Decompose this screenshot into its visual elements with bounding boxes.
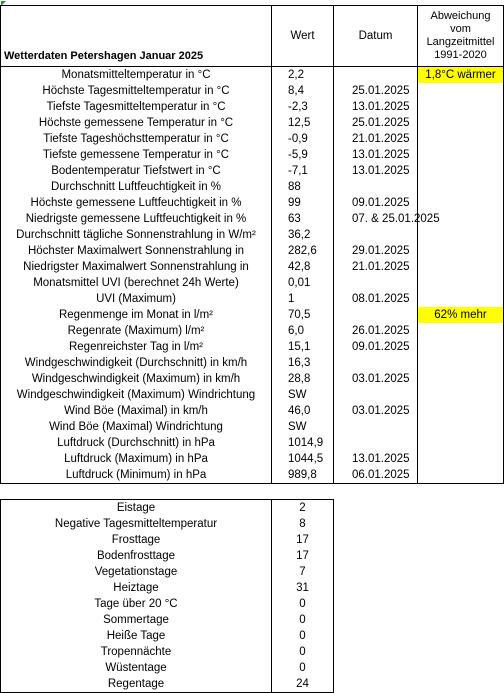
deviation-header-line: vom — [450, 23, 471, 35]
row-date — [334, 355, 418, 371]
table-row — [1, 179, 504, 195]
row-label: Höchste gemessene Luftfeuchtigkeit in % — [1, 195, 272, 211]
row-date: 03.01.2025 — [334, 403, 418, 419]
table-row — [1, 403, 504, 419]
row-label: Regenrate (Maximum) l/m² — [1, 323, 272, 339]
summary-label: Eistage — [1, 500, 272, 517]
row-deviation: 1,8°C wärmer — [418, 67, 504, 84]
summary-empty-cell — [334, 580, 504, 596]
row-date — [334, 419, 418, 435]
row-label: Windgeschwindigkeit (Maximum) in km/h — [1, 371, 272, 387]
row-date — [334, 307, 418, 323]
row-label: Regenmenge im Monat in l/m² — [1, 307, 272, 323]
row-value: 42,8 — [272, 259, 334, 275]
row-date: 25.01.2025 — [334, 115, 418, 131]
table-row — [1, 307, 504, 323]
row-date: 26.01.2025 — [334, 323, 418, 339]
deviation-header-line: 1991-2020 — [434, 49, 487, 61]
day-count-table — [0, 499, 504, 693]
table-row — [1, 323, 504, 339]
row-label: Luftdruck (Maximum) in hPa — [1, 451, 272, 467]
table-row — [1, 371, 504, 387]
row-date — [334, 435, 418, 451]
summary-label: Tage über 20 °C — [1, 596, 272, 612]
summary-value: 0 — [272, 628, 334, 644]
row-deviation — [418, 131, 504, 147]
row-value: SW — [272, 419, 334, 435]
summary-empty-cell — [334, 500, 504, 517]
row-label: Höchste Tagesmitteltemperatur in °C — [1, 83, 272, 99]
table-row — [1, 275, 504, 291]
row-value: 63 — [272, 211, 334, 227]
row-value: -5,9 — [272, 147, 334, 163]
summary-empty-cell — [334, 532, 504, 548]
row-label: Monatsmitteltemperatur in °C — [1, 67, 272, 84]
row-value: -2,3 — [272, 99, 334, 115]
summary-empty-cell — [334, 564, 504, 580]
summary-row — [1, 516, 504, 532]
table-row — [1, 115, 504, 131]
row-date: 09.01.2025 — [334, 195, 418, 211]
table-row — [1, 339, 504, 355]
summary-empty-cell — [334, 676, 504, 693]
row-deviation — [418, 259, 504, 275]
row-deviation — [418, 403, 504, 419]
summary-value: 24 — [272, 676, 334, 693]
row-value: 36,2 — [272, 227, 334, 243]
summary-empty-cell — [334, 596, 504, 612]
row-value: 16,3 — [272, 355, 334, 371]
table-row — [1, 67, 504, 84]
summary-empty-cell — [334, 660, 504, 676]
row-label: Luftdruck (Minimum) in hPa — [1, 467, 272, 484]
row-label: Niedrigster Maximalwert Sonnenstrahlung in — [1, 259, 272, 275]
summary-empty-cell — [334, 644, 504, 660]
table-row — [1, 147, 504, 163]
summary-row — [1, 548, 504, 564]
row-date: 25.01.2025 — [334, 83, 418, 99]
row-label: Höchste gemessene Temperatur in °C — [1, 115, 272, 131]
table-row — [1, 195, 504, 211]
row-value: 15,1 — [272, 339, 334, 355]
row-label: Regenreichster Tag in l/m² — [1, 339, 272, 355]
row-value: SW — [272, 387, 334, 403]
table-row — [1, 99, 504, 115]
row-deviation — [418, 99, 504, 115]
row-value: 989,8 — [272, 467, 334, 484]
summary-row — [1, 676, 504, 693]
row-label: Niedrigste gemessene Luftfeuchtigkeit in % — [1, 211, 272, 227]
row-deviation — [418, 451, 504, 467]
summary-value: 31 — [272, 580, 334, 596]
row-label: Bodentemperatur Tiefstwert in °C — [1, 163, 272, 179]
deviation-header-line: Abweichung — [430, 10, 491, 22]
row-value: 88 — [272, 179, 334, 195]
table-row — [1, 435, 504, 451]
row-deviation — [418, 371, 504, 387]
summary-value: 7 — [272, 564, 334, 580]
deviation-header-line: Langzeitmittel — [426, 36, 495, 48]
summary-label: Heiztage — [1, 580, 272, 596]
table-row — [1, 451, 504, 467]
column-header-date: Datum — [334, 6, 418, 67]
row-value: 28,8 — [272, 371, 334, 387]
summary-value: 0 — [272, 612, 334, 628]
row-date — [334, 275, 418, 291]
table-row — [1, 355, 504, 371]
row-deviation — [418, 291, 504, 307]
row-label: Windgeschwindigkeit (Maximum) Windrichtung — [1, 387, 272, 403]
row-deviation — [418, 355, 504, 371]
row-deviation — [418, 467, 504, 484]
row-label: Höchster Maximalwert Sonnenstrahlung in — [1, 243, 272, 259]
row-date — [334, 179, 418, 195]
row-deviation — [418, 147, 504, 163]
row-date: 21.01.2025 — [334, 131, 418, 147]
table-row — [1, 243, 504, 259]
table-row — [1, 291, 504, 307]
row-deviation — [418, 419, 504, 435]
row-label: Luftdruck (Durchschnitt) in hPa — [1, 435, 272, 451]
row-value: 70,5 — [272, 307, 334, 323]
table-header-row — [1, 6, 504, 67]
summary-row — [1, 628, 504, 644]
table-row — [1, 83, 504, 99]
row-value: 99 — [272, 195, 334, 211]
summary-label: Sommertage — [1, 612, 272, 628]
summary-value: 17 — [272, 548, 334, 564]
row-date: 09.01.2025 — [334, 339, 418, 355]
row-deviation — [418, 195, 504, 211]
row-label: Tiefste gemessene Temperatur in °C — [1, 147, 272, 163]
row-value: 6,0 — [272, 323, 334, 339]
summary-row — [1, 596, 504, 612]
table-row — [1, 259, 504, 275]
row-value: 282,6 — [272, 243, 334, 259]
summary-label: Regentage — [1, 676, 272, 693]
summary-row — [1, 660, 504, 676]
summary-row — [1, 612, 504, 628]
row-label: UVI (Maximum) — [1, 291, 272, 307]
row-deviation — [418, 83, 504, 99]
row-deviation — [418, 275, 504, 291]
row-value: 12,5 — [272, 115, 334, 131]
table-row — [1, 211, 504, 227]
row-deviation: 62% mehr — [418, 307, 504, 323]
summary-empty-cell — [334, 628, 504, 644]
summary-row — [1, 532, 504, 548]
row-value: -0,9 — [272, 131, 334, 147]
summary-label: Wüstentage — [1, 660, 272, 676]
row-date: 06.01.2025 — [334, 467, 418, 484]
row-date: 21.01.2025 — [334, 259, 418, 275]
summary-value: 0 — [272, 660, 334, 676]
summary-label: Heiße Tage — [1, 628, 272, 644]
row-value: 1 — [272, 291, 334, 307]
row-date: 29.01.2025 — [334, 243, 418, 259]
row-label: Wind Böe (Maximal) Windrichtung — [1, 419, 272, 435]
summary-empty-cell — [334, 612, 504, 628]
row-value: 8,4 — [272, 83, 334, 99]
row-deviation — [418, 323, 504, 339]
row-date: 13.01.2025 — [334, 147, 418, 163]
row-value: 1044,5 — [272, 451, 334, 467]
summary-row — [1, 564, 504, 580]
column-header-deviation — [418, 6, 504, 67]
summary-value: 0 — [272, 596, 334, 612]
row-date — [334, 67, 418, 84]
row-date: 03.01.2025 — [334, 371, 418, 387]
row-label: Windgeschwindigkeit (Durchschnitt) in km/h — [1, 355, 272, 371]
row-deviation — [418, 227, 504, 243]
row-label: Tiefste Tageshöchsttemperatur in °C — [1, 131, 272, 147]
row-label: Tiefste Tagesmitteltemperatur in °C — [1, 99, 272, 115]
row-value: -7,1 — [272, 163, 334, 179]
row-date: 08.01.2025 — [334, 291, 418, 307]
row-deviation — [418, 115, 504, 131]
row-date: 13.01.2025 — [334, 451, 418, 467]
table-row — [1, 131, 504, 147]
row-deviation — [418, 339, 504, 355]
row-label: Wind Böe (Maximal) in km/h — [1, 403, 272, 419]
table-title: Wetterdaten Petershagen Januar 2025 — [1, 6, 272, 67]
row-date — [334, 387, 418, 403]
summary-label: Tropennächte — [1, 644, 272, 660]
summary-label: Vegetationstage — [1, 564, 272, 580]
summary-row — [1, 644, 504, 660]
table-row — [1, 163, 504, 179]
table-row — [1, 419, 504, 435]
row-date: 13.01.2025 — [334, 163, 418, 179]
row-deviation — [418, 387, 504, 403]
row-deviation — [418, 243, 504, 259]
row-label: Monatsmittel UVI (berechnet 24h Werte) — [1, 275, 272, 291]
row-date — [334, 227, 418, 243]
column-header-value: Wert — [272, 6, 334, 67]
summary-empty-cell — [334, 548, 504, 564]
summary-label: Bodenfrosttage — [1, 548, 272, 564]
summary-value: 17 — [272, 532, 334, 548]
summary-empty-cell — [334, 516, 504, 532]
summary-row — [1, 580, 504, 596]
summary-label: Negative Tagesmitteltemperatur — [1, 516, 272, 532]
summary-value: 0 — [272, 644, 334, 660]
row-deviation — [418, 163, 504, 179]
summary-row — [1, 500, 504, 517]
row-deviation — [418, 179, 504, 195]
row-value: 2,2 — [272, 67, 334, 84]
row-date: 07. & 25.01.2025 — [334, 211, 418, 227]
weather-data-table — [0, 5, 504, 484]
summary-label: Frosttage — [1, 532, 272, 548]
row-date: 13.01.2025 — [334, 99, 418, 115]
row-value: 0,01 — [272, 275, 334, 291]
row-value: 46,0 — [272, 403, 334, 419]
summary-value: 8 — [272, 516, 334, 532]
row-label: Durchschnitt Luftfeuchtigkeit in % — [1, 179, 272, 195]
summary-value: 2 — [272, 500, 334, 517]
table-row — [1, 227, 504, 243]
row-value: 1014,9 — [272, 435, 334, 451]
table-row — [1, 467, 504, 484]
table-row — [1, 387, 504, 403]
row-deviation — [418, 435, 504, 451]
row-label: Durchschnitt tägliche Sonnenstrahlung in W/m² — [1, 227, 272, 243]
